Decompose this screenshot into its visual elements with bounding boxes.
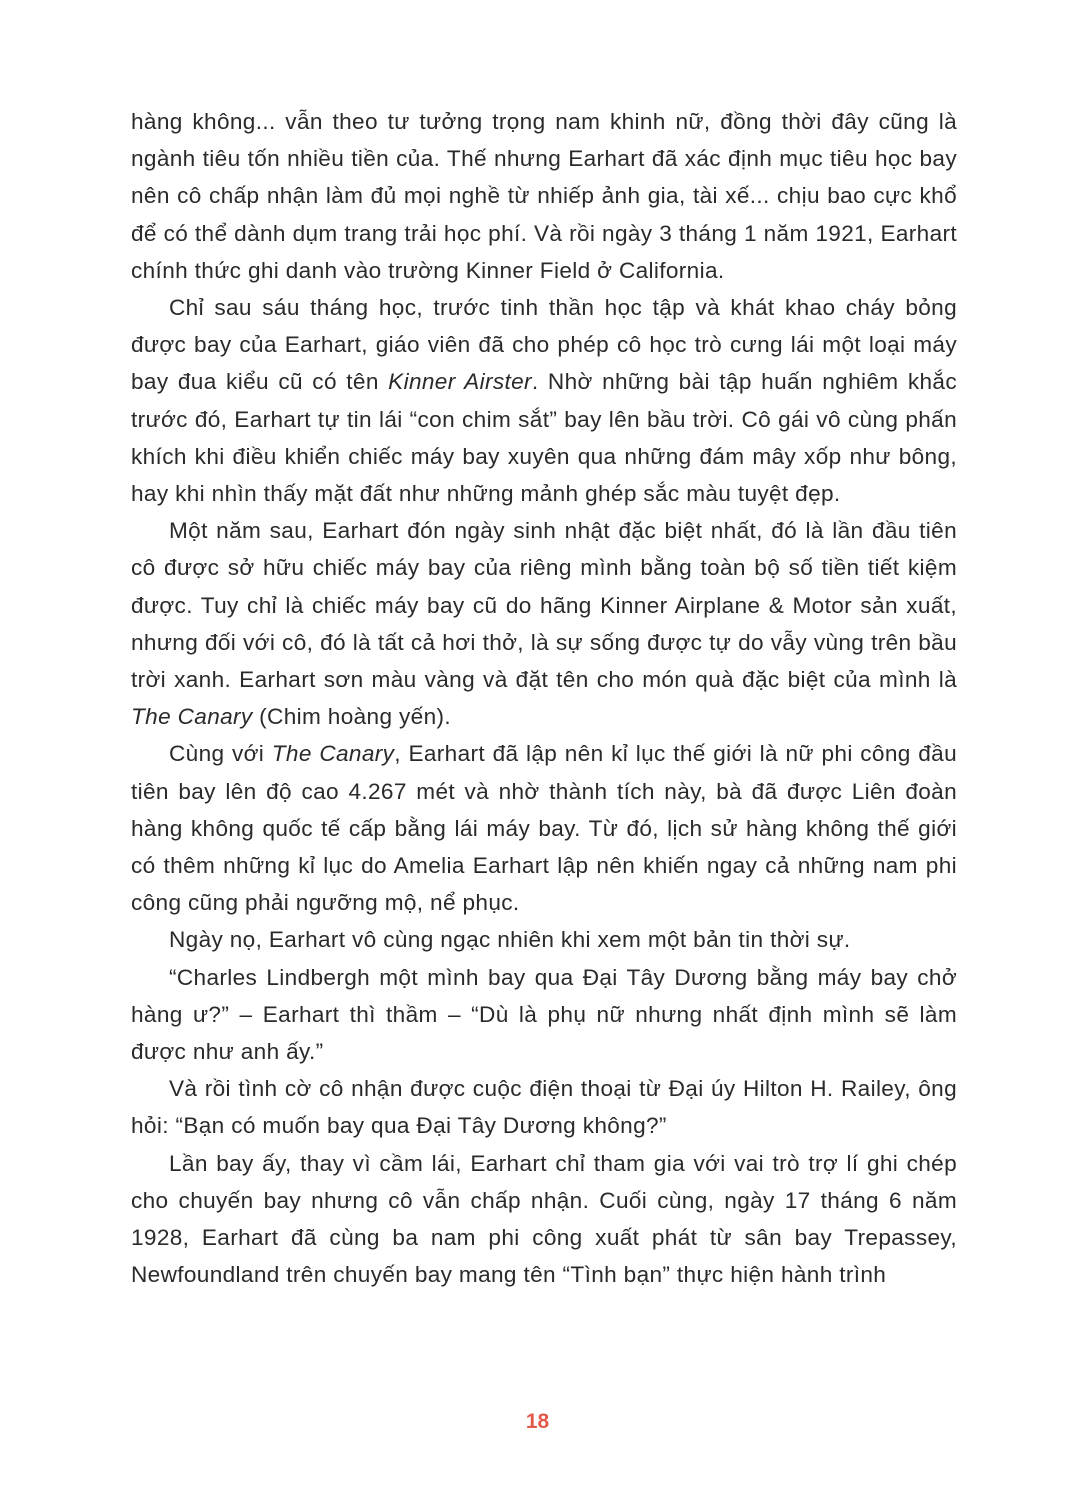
paragraph-5 <box>131 921 957 958</box>
italic-title: Kinner Airster <box>388 369 532 395</box>
paragraph-text: Ngày nọ, Earhart vô cùng ngạc nhiên khi xem một bản tin thời sự. <box>169 927 851 953</box>
paragraph-7 <box>131 1070 957 1144</box>
page-body <box>131 103 957 1294</box>
italic-title: The Canary <box>271 741 395 767</box>
paragraph-text: Chỉ sau sáu tháng học, trước tinh thần học tập và khát khao cháy bỏng được bay của Earhart, giáo viên đã cho phép cô học trò cưng lái một loại máy bay đua kiểu cũ có tên <box>131 295 957 395</box>
paragraph-4 <box>131 735 957 921</box>
paragraph-text: hàng không... vẫn theo tư tưởng trọng nam khinh nữ, đồng thời đây cũng là ngành tiêu tốn nhiều tiền của. Thế nhưng Earhart đã xác định mục tiêu học bay nên cô chấp nhận làm đủ mọi nghề từ nhiếp ảnh gia, tài xế... chịu bao cực khổ để có thể dành dụm trang trải học phí. Và rồi ngày 3 tháng 1 năm 1921, Earhart chính thức ghi danh vào trường Kinner Field ở California. <box>131 109 957 283</box>
paragraph-text: Và rồi tình cờ cô nhận được cuộc điện thoại từ Đại úy Hilton H. Railey, ông hỏi: “Bạn có muốn bay qua Đại Tây Dương không?” <box>131 1076 957 1139</box>
paragraph-6 <box>131 959 957 1071</box>
paragraph-text: , Earhart đã lập nên kỉ lục thế giới là nữ phi công đầu tiên bay lên độ cao 4.267 mét và nhờ thành tích này, bà đã được Liên đoàn hàng không quốc tế cấp bằng lái máy bay. Từ đó, lịch sử hàng không thế giới có thêm những kỉ lục do Amelia Earhart lập nên khiến ngay cả những nam phi công cũng phải ngưỡng mộ, nể phục. <box>131 741 957 916</box>
paragraph-text: Một năm sau, Earhart đón ngày sinh nhật đặc biệt nhất, đó là lần đầu tiên cô được sở hữu chiếc máy bay của riêng mình bằng toàn bộ số tiền tiết kiệm được. Tuy chỉ là chiếc máy bay cũ do hãng Kinner Airplane & Motor sản xuất, nhưng đối với cô, đó là tất cả hơi thở, là sự sống được tự do vẫy vùng trên bầu trời xanh. Earhart sơn màu vàng và đặt tên cho món quà đặc biệt của mình là <box>131 518 957 693</box>
paragraph-8 <box>131 1145 957 1294</box>
italic-title: The Canary <box>131 704 253 730</box>
paragraph-1 <box>131 103 957 289</box>
page-number: 18 <box>525 1410 550 1433</box>
paragraph-text: (Chim hoàng yến). <box>252 704 451 730</box>
paragraph-3 <box>131 512 957 735</box>
paragraph-text: . Nhờ những bài tập huấn nghiêm khắc trước đó, Earhart tự tin lái “con chim sắt” bay lên bầu trời. Cô gái vô cùng phấn khích khi điều khiển chiếc máy bay xuyên qua những đám mây xốp như bông, hay khi nhìn thấy mặt đất như những mảnh ghép sắc màu tuyệt đẹp. <box>131 369 957 507</box>
paragraph-text: Cùng với <box>169 741 272 767</box>
paragraph-text: Lần bay ấy, thay vì cầm lái, Earhart chỉ tham gia với vai trò trợ lí ghi chép cho chuyến bay nhưng cô vẫn chấp nhận. Cuối cùng, ngày 17 tháng 6 năm 1928, Earhart đã cùng ba nam phi công xuất phát từ sân bay Trepassey, Newfoundland trên chuyến bay mang tên “Tình bạn” thực hiện hành trình <box>131 1150 957 1288</box>
paragraph-text: “Charles Lindbergh một mình bay qua Đại Tây Dương bằng máy bay chở hàng ư?” – Earhart thì thầm – “Dù là phụ nữ nhưng nhất định mình sẽ làm được như anh ấy.” <box>131 964 957 1065</box>
paragraph-2 <box>131 289 957 512</box>
